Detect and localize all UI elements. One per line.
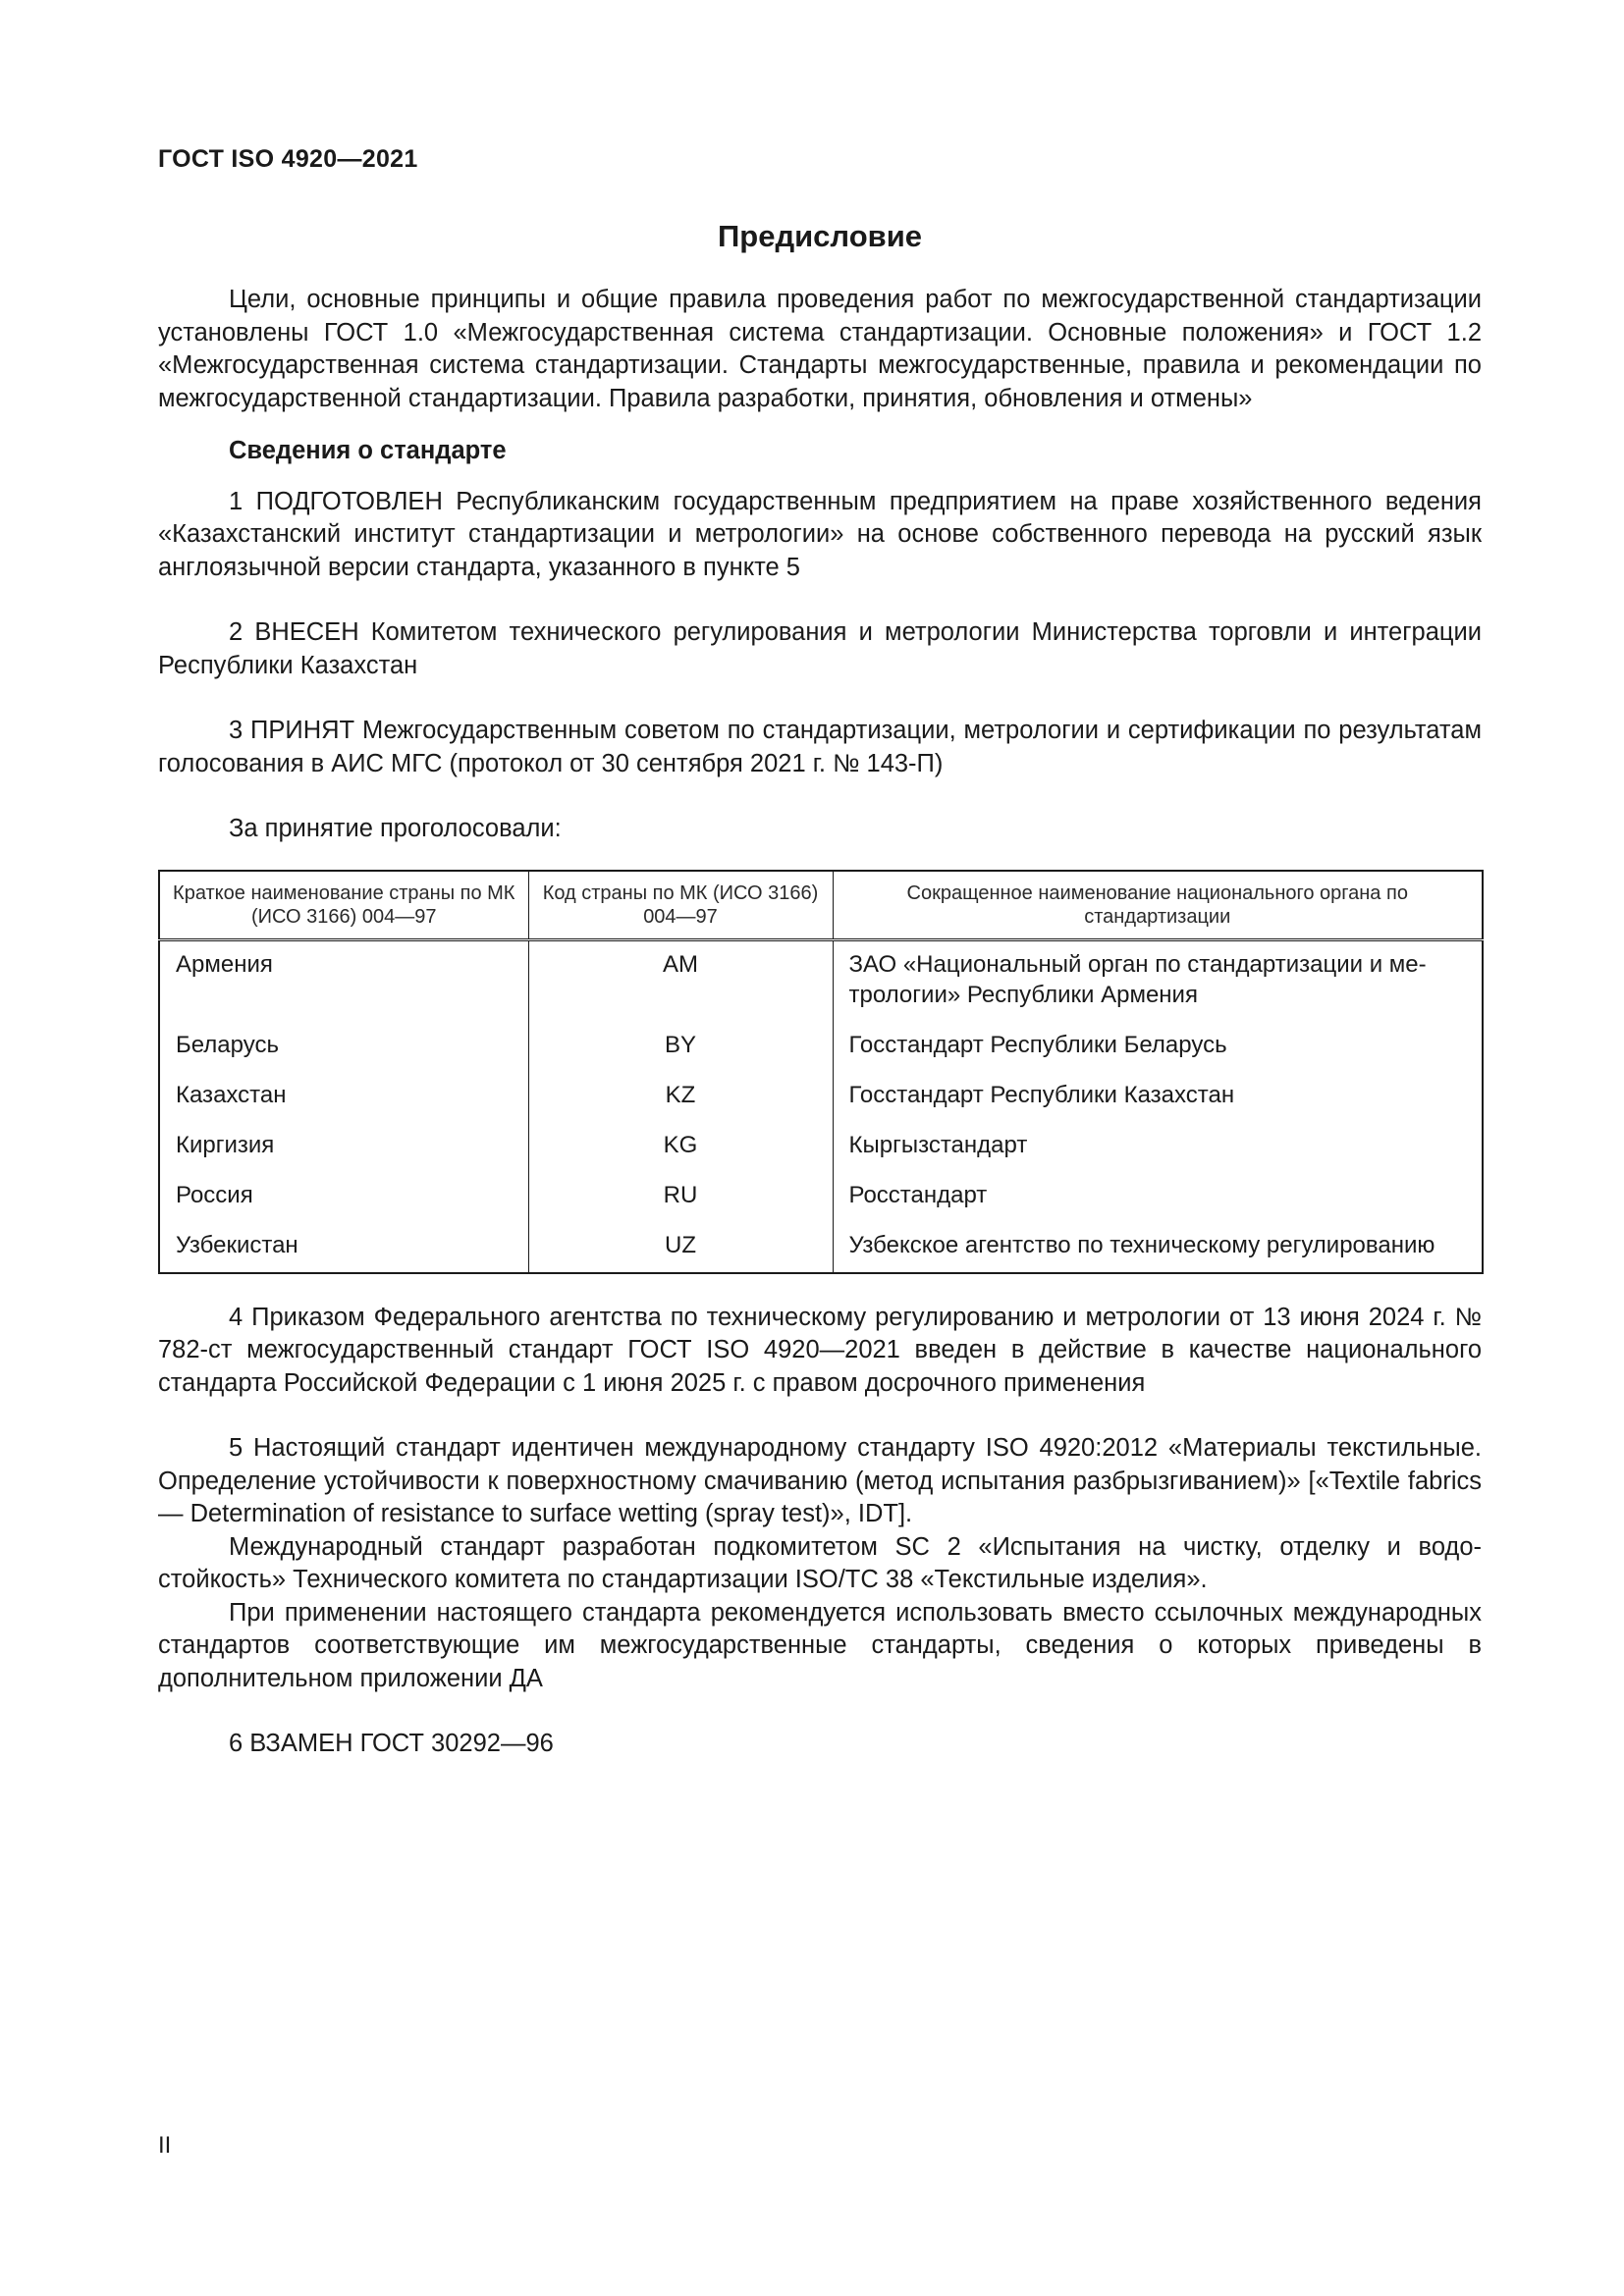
item-5-note-paragraph: Международный стандарт разработан подкомитетом SC 2 «Испытания на чистку, отделку и водостойкость» Технического комитета по стандартизации ISO/TC 38 «Текстильные изделия». [158, 1532, 1482, 1593]
table-row [159, 1172, 1483, 1222]
item-3-paragraph: 3 ПРИНЯТ Межгосударственным советом по стандартизации, метрологии и сертификации по результатам голосования в АИС МГС (протокол от 30 сентября 2021 г. № 143-П) [158, 717, 1482, 777]
code-cell: UZ [528, 1222, 833, 1273]
table-row [159, 939, 1483, 1022]
code-cell: RU [528, 1172, 833, 1222]
page-title: Предисловие [717, 219, 922, 253]
table-row [159, 1072, 1483, 1122]
country-cell: Россия [159, 1172, 528, 1222]
intro-paragraph: Цели, основные принципы и общие правила проведения работ по межгосударственной стандартизации установлены ГОСТ 1.0 «Межгосударственная система стандартизации. Основные положения» и ГОСТ 1.2 «Межгосударственная система стандартизации. Стандарты межгосударственные, правила и рекомендации по межгосударственной стандартизации. Правила разработки, принятия, обновления и отмены» [158, 286, 1482, 412]
country-cell: Казахстан [159, 1072, 528, 1122]
item-2-paragraph: 2 ВНЕСЕН Комитетом технического регулирования и метрологии Министерства торговли и интеграции Республики Казахстан [158, 618, 1482, 679]
page-number: II [158, 2132, 172, 2159]
item-5-paragraph: 5 Настоящий стандарт идентичен международному стандарту ISO 4920:2012 «Материалы текстильные. Определение устойчивости к поверхностному смачиванию (метод испытания разбрызгиванием)» [«Textile fabrics — Determination of resistance to surface wetting (spray test)», IDT]. [158, 1434, 1482, 1527]
country-cell: Узбекистан [159, 1222, 528, 1273]
table-header-row [159, 871, 1483, 940]
column-header-code: Код страны по МК (ИСО 3166) 004—97 [528, 871, 833, 940]
item-4-paragraph: 4 Приказом Федерального агентства по техническому регулированию и метрологии от 13 июня 2024 г. № 782-ст межгосударственный стандарт ГОСТ ISO 4920—2021 введен в действие в качестве национального стандарта Российской Федерации с 1 июня 2025 г. с правом досрочного применения [158, 1303, 1482, 1397]
code-cell: AM [528, 939, 833, 1022]
body-cell: ЗАО «Национальный орган по стандартизации и метрологии» Республики Армения [833, 939, 1483, 1022]
table-row [159, 1222, 1483, 1273]
code-cell: KZ [528, 1072, 833, 1122]
table-row [159, 1122, 1483, 1172]
section-subheading: Сведения о стандарте [229, 437, 507, 464]
countries-table [158, 870, 1484, 1274]
code-cell: BY [528, 1022, 833, 1072]
body-cell: Кыргызстандарт [833, 1122, 1483, 1172]
column-header-country: Краткое наименование страны по МК (ИСО 3166) 004—97 [159, 871, 528, 940]
table-row [159, 1022, 1483, 1072]
vote-intro: За принятие проголосовали: [229, 815, 562, 842]
country-cell: Киргизия [159, 1122, 528, 1172]
country-cell: Армения [159, 939, 528, 1022]
body-cell: Госстандарт Республики Беларусь [833, 1022, 1483, 1072]
code-cell: KG [528, 1122, 833, 1172]
item-6-paragraph: 6 ВЗАМЕН ГОСТ 30292—96 [229, 1730, 554, 1757]
document-code: ГОСТ ISO 4920—2021 [158, 145, 418, 173]
body-cell: Госстандарт Республики Казахстан [833, 1072, 1483, 1122]
body-cell: Росстандарт [833, 1172, 1483, 1222]
country-cell: Беларусь [159, 1022, 528, 1072]
column-header-body: Сокращенное наименование национального органа по стандартизации [833, 871, 1483, 940]
body-cell: Узбекское агентство по техническому регулированию [833, 1222, 1483, 1273]
item-1-paragraph: 1 ПОДГОТОВЛЕН Республиканским государственным предприятием на праве хозяйственного ведения «Казахстанский институт стандартизации и метрологии» на основе собственного перевода на русский язык англоязычной версии стандарта, указанного в пункте 5 [158, 487, 1482, 581]
document-page [158, 145, 1482, 1761]
item-5-recommendation-paragraph: При применении настоящего стандарта рекомендуется использовать вместо ссылочных международных стандартов соответствующие им межгосударственные стандарты, сведения о которых приведены в дополнительном приложении ДА [158, 1598, 1482, 1692]
